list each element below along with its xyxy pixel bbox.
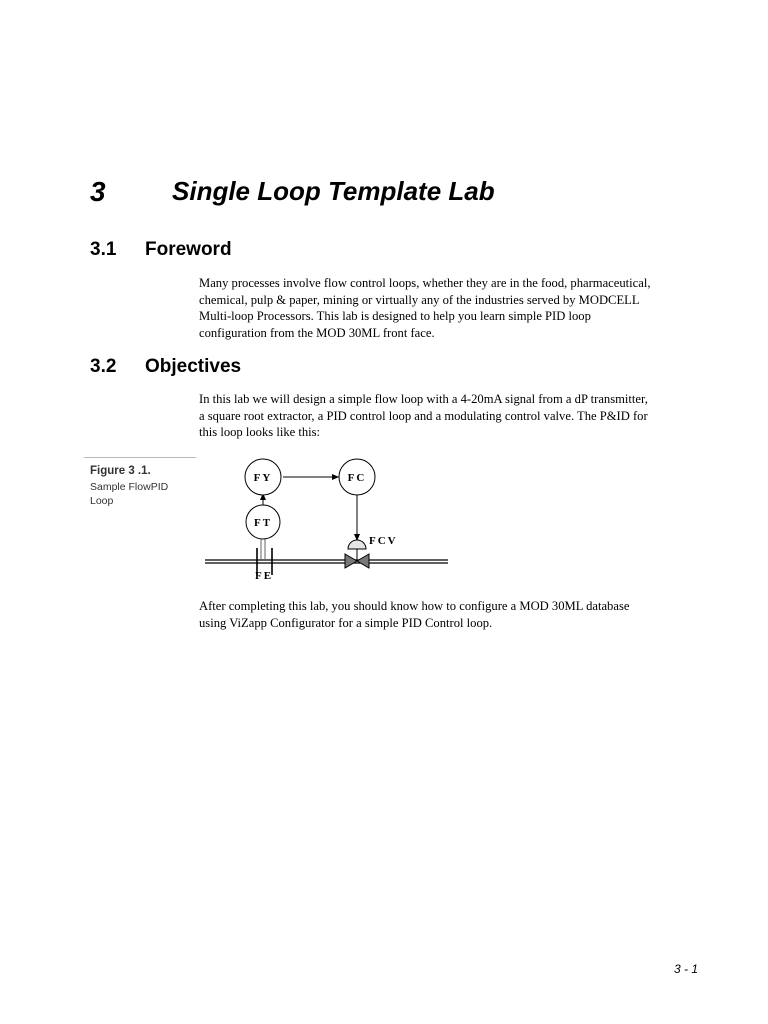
valve-body-left bbox=[345, 554, 357, 568]
chapter-number: 3 bbox=[90, 176, 106, 207]
figure-caption bbox=[90, 480, 168, 508]
section-number-foreword: 3.1 bbox=[90, 239, 117, 260]
paragraph-line: this loop looks like this: bbox=[199, 425, 321, 439]
closing-paragraph bbox=[199, 598, 699, 631]
figure-label: Figure 3 .1. bbox=[90, 465, 151, 477]
paragraph-line: using ViZapp Configurator for a simple PID Control loop. bbox=[199, 615, 493, 630]
figure-caption-line: Loop bbox=[90, 495, 114, 507]
foreword-paragraph bbox=[199, 275, 699, 341]
section-title-objectives: Objectives bbox=[145, 356, 242, 377]
fc-label: FC bbox=[347, 472, 367, 484]
fcv-label: FCV bbox=[369, 535, 398, 547]
paragraph-line: After completing this lab, you should know how to configure a MOD 30ML database bbox=[199, 599, 630, 613]
pid-diagram bbox=[200, 455, 460, 590]
section-title-foreword: Foreword bbox=[145, 239, 232, 260]
figure-rule bbox=[84, 457, 196, 458]
page-number: 3 - 1 bbox=[674, 962, 699, 976]
paragraph-line: a square root extractor, a PID control loop and a modulating control valve. The P&ID for bbox=[199, 408, 648, 423]
paragraph-line: Many processes involve flow control loops, whether they are in the food, pharmaceutical, bbox=[199, 276, 651, 290]
paragraph-line: Multi-loop Processors. This lab is designed to help you learn simple PID loop bbox=[199, 309, 591, 323]
chapter-title: Single Loop Template Lab bbox=[172, 176, 495, 206]
paragraph-line: chemical, pulp & paper, mining or virtually any of the industries served by MODCELL bbox=[199, 292, 640, 307]
ft-label: FT bbox=[253, 517, 273, 529]
fy-label: FY bbox=[253, 472, 273, 484]
section-number-objectives: 3.2 bbox=[90, 356, 117, 377]
figure-caption-line: Sample FlowPID bbox=[90, 481, 169, 493]
paragraph-line: configuration from the MOD 30ML front face. bbox=[199, 325, 435, 340]
fe-label: FE bbox=[254, 570, 274, 582]
objectives-paragraph bbox=[199, 391, 699, 441]
valve-actuator bbox=[348, 540, 366, 549]
paragraph-line: In this lab we will design a simple flow loop with a 4-20mA signal from a dP transmitter, bbox=[199, 392, 648, 406]
valve-body-right bbox=[357, 554, 369, 568]
